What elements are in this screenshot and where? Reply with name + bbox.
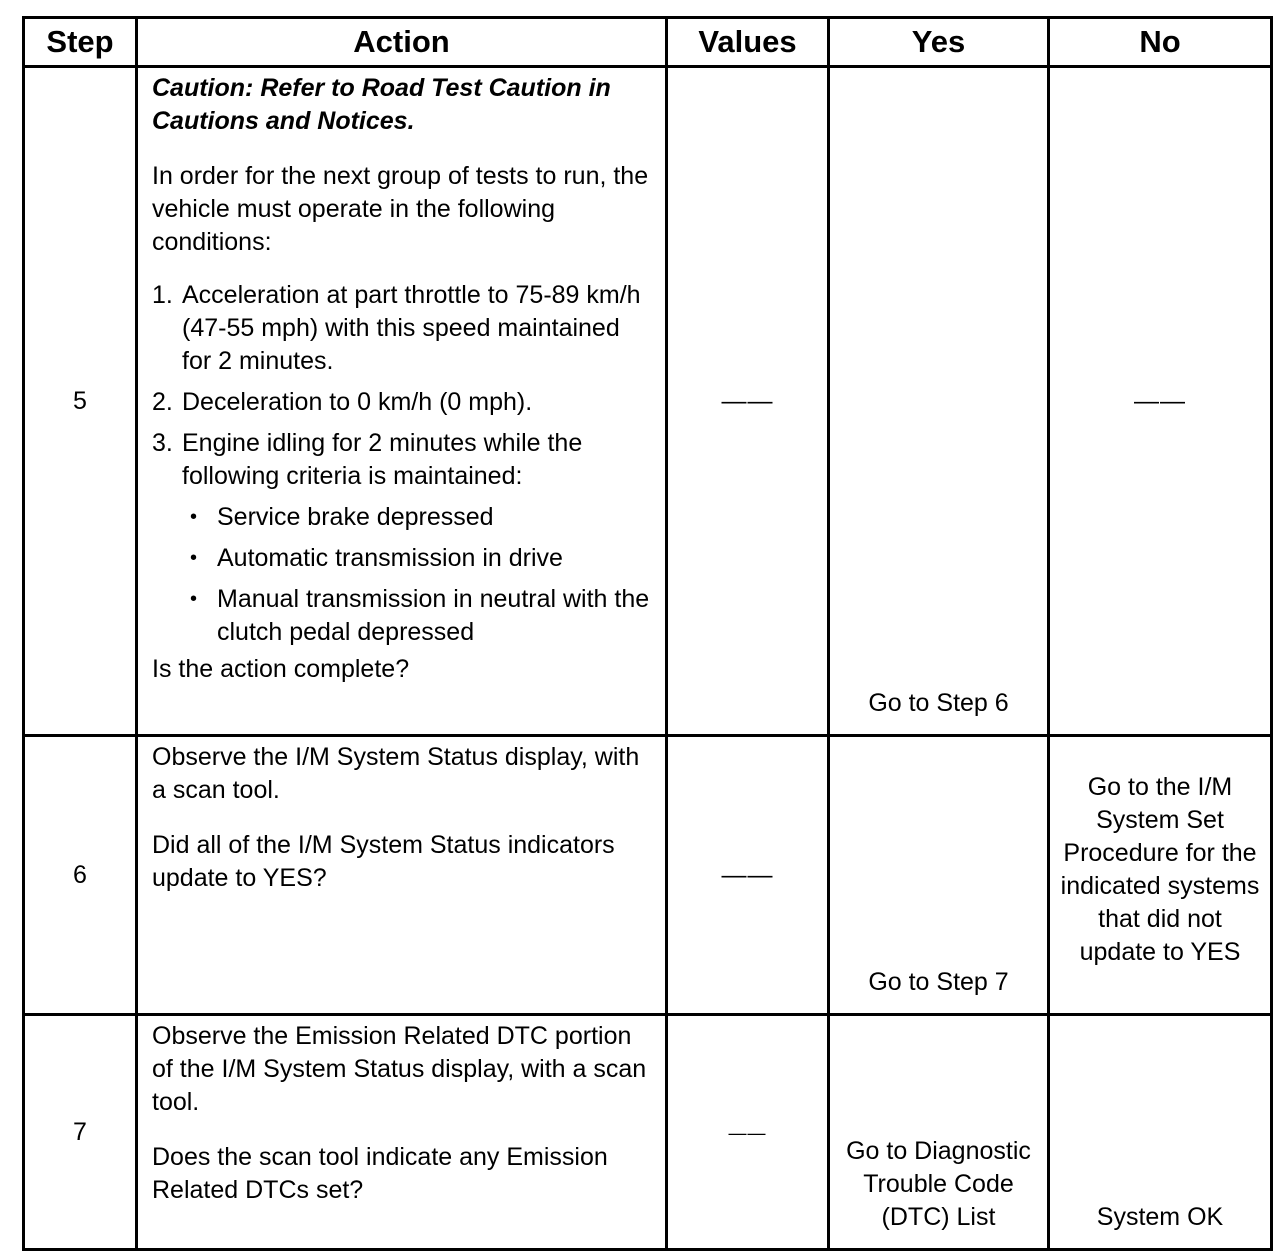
yes-cell: Go to Step 7: [829, 736, 1049, 1015]
action-cell: [137, 1015, 667, 1250]
list-text: Deceleration to 0 km/h (0 mph).: [182, 388, 533, 416]
header-row: [24, 18, 1272, 67]
values-cell: [667, 736, 829, 1015]
instruction-text: Observe the I/M System Status display, with a scan tool.: [152, 743, 640, 804]
table-row: [24, 736, 1272, 1015]
bullet-text: Manual transmission in neutral with the clutch pedal depressed: [217, 585, 650, 646]
no-cell: [1049, 67, 1272, 736]
question-text: Does the scan tool indicate any Emission Related DTCs set?: [152, 1143, 608, 1204]
values-text: ——: [721, 386, 774, 415]
step-number: 6: [24, 736, 137, 1015]
bullet-text: Service brake depressed: [217, 503, 494, 531]
yes-cell: Go to Diagnostic Trouble Code (DTC) List: [829, 1015, 1049, 1250]
table-row: [24, 1015, 1272, 1250]
yes-cell: Go to Step 6: [829, 67, 1049, 736]
list-number: 3.: [152, 429, 173, 457]
list-item: [152, 386, 655, 419]
instruction-text: Observe the Emission Related DTC portion of the I/M System Status display, with a scan tool.: [152, 1022, 647, 1116]
list-item: [152, 279, 655, 378]
bullet-text: Automatic transmission in drive: [217, 544, 563, 572]
no-cell: System OK: [1049, 1015, 1272, 1250]
header-no: No: [1049, 18, 1272, 67]
bullet-icon: •: [190, 547, 198, 569]
condition-list: [152, 279, 655, 649]
action-cell: [137, 67, 667, 736]
caution-text: Caution: Refer to Road Test Caution in Cautions and Notices.: [152, 74, 611, 135]
intro-text: In order for the next group of tests to run, the vehicle must operate in the following conditions:: [152, 162, 649, 256]
list-text: Acceleration at part throttle to 75-89 km/h (47-55 mph) with this speed maintained for 2 minutes.: [182, 281, 641, 375]
table-row: [24, 67, 1272, 736]
bullet-icon: •: [190, 506, 198, 528]
bullet-item: [182, 583, 655, 649]
step-number: 5: [24, 67, 137, 736]
list-item: [152, 427, 655, 649]
bullet-icon: •: [190, 588, 198, 610]
bullet-item: [182, 542, 655, 575]
header-action: Action: [137, 18, 667, 67]
step-number: 7: [24, 1015, 137, 1250]
list-number: 2.: [152, 388, 173, 416]
no-text: ——: [1134, 386, 1186, 415]
list-text: Engine idling for 2 minutes while the following criteria is maintained:: [182, 429, 583, 490]
header-yes: Yes: [829, 18, 1049, 67]
no-cell: Go to the I/M System Set Procedure for the indicated systems that did not update to YES: [1049, 736, 1272, 1015]
values-cell: [667, 1015, 829, 1250]
header-values: Values: [667, 18, 829, 67]
bullet-item: [182, 501, 655, 534]
values-cell: [667, 67, 829, 736]
diagnostic-table: [22, 16, 1273, 1251]
question-text: Did all of the I/M System Status indicators update to YES?: [152, 831, 615, 892]
action-cell: [137, 736, 667, 1015]
values-text: ——: [721, 860, 774, 889]
list-number: 1.: [152, 281, 173, 309]
header-step: Step: [24, 18, 137, 67]
question-text: Is the action complete?: [152, 655, 410, 683]
criteria-list: [182, 501, 655, 649]
values-text: ——: [728, 1122, 767, 1143]
